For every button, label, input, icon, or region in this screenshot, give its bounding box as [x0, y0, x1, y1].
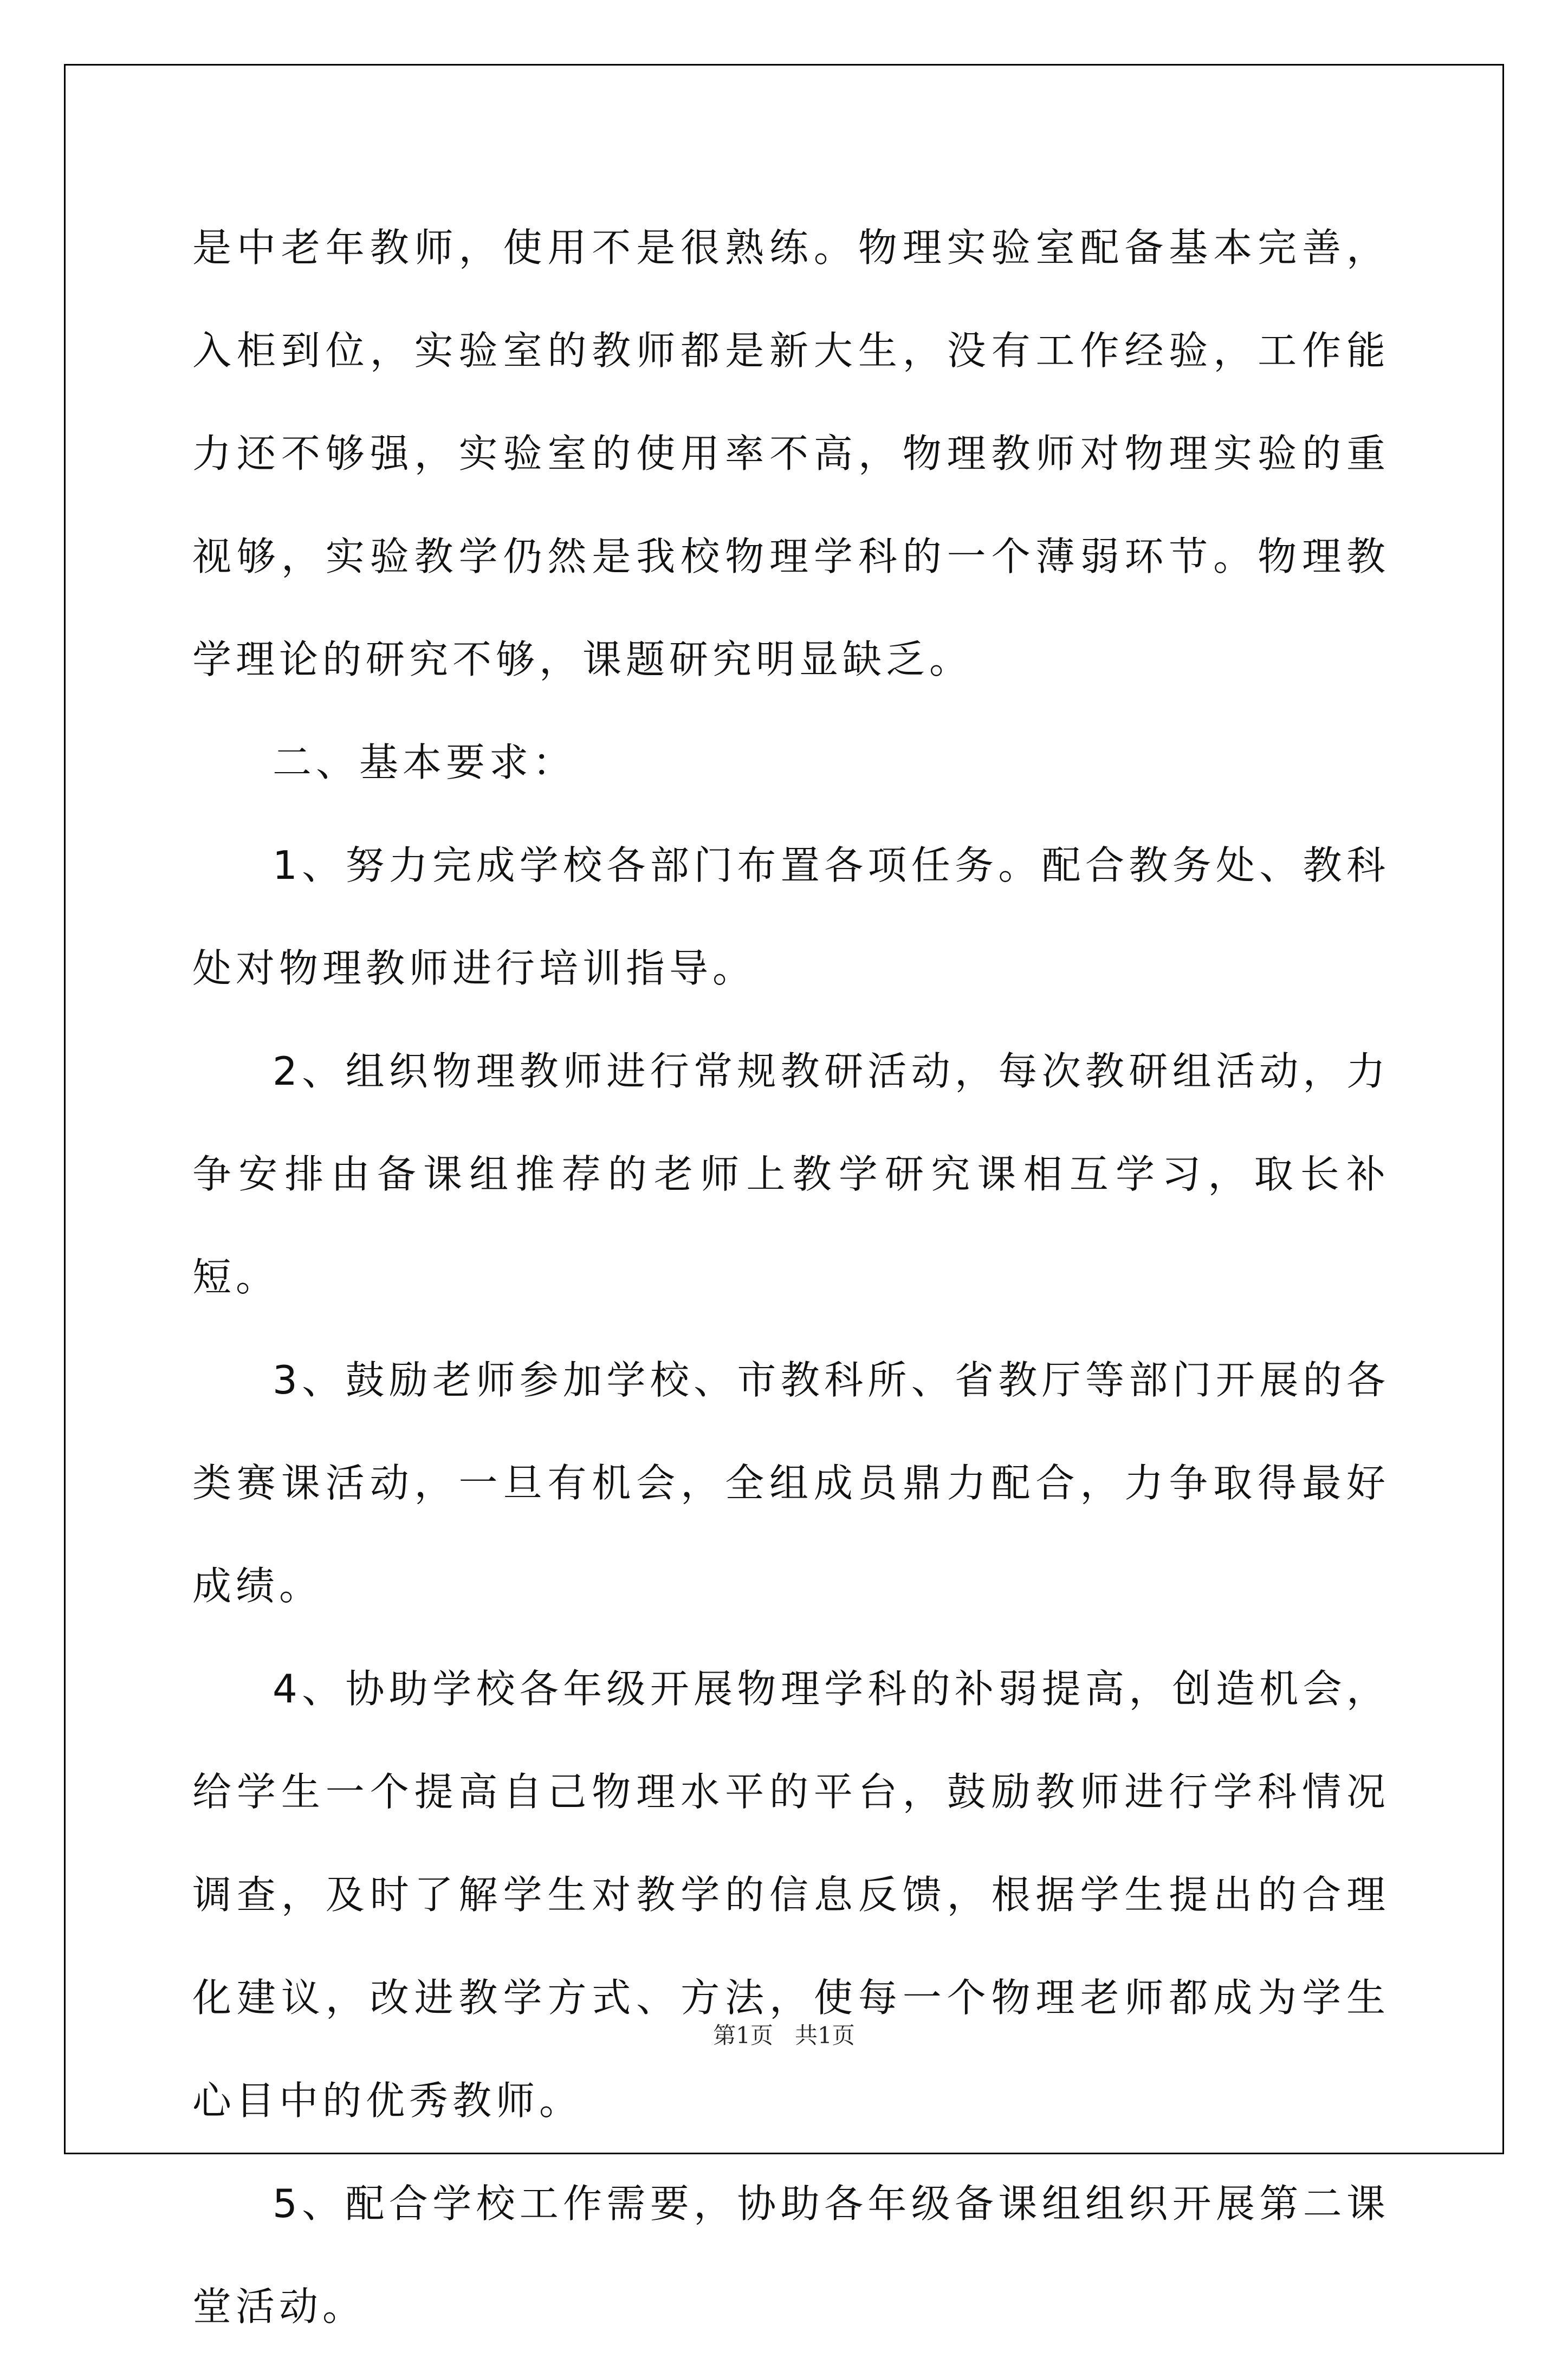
requirement-item-1: 1、努力完成学校各部门布置各项任务。配合教务处、教科处对物理教师进行培训指导。 — [192, 843, 1390, 991]
requirement-item-4: 4、协助学校各年级开展物理学科的补弱提高，创造机会，给学生一个提高自己物理水平的平台，鼓励教师进行学科情况调查，及时了解学生对教学的信息反馈，根据学生提出的合理化建议，改进教学方式、方法，使每一个物理老师都成为学生心目中的优秀教师。 — [192, 1666, 1390, 2123]
section-heading-basic-requirements: 二、基本要求： — [273, 740, 576, 785]
requirement-item-5: 5、配合学校工作需要，协助各年级备课组组织开展第二课堂活动。 — [192, 2181, 1390, 2329]
paragraph-intro-continued: 是中老年教师，使用不是很熟练。物理实验室配备基本完善，入柜到位，实验室的教师都是新大生，没有工作经验，工作能力还不够强，实验室的使用率不高，物理教师对物理实验的重视够，实验教学仍然是我校物理学科的一个薄弱环节。物理教学理论的研究不够，课题研究明显缺乏。 — [192, 225, 1390, 682]
page-number-footer: 第1页 共1页 — [713, 2022, 855, 2049]
requirement-item-3: 3、鼓励老师参加学校、市教科所、省教厅等部门开展的各类赛课活动，一旦有机会，全组成员鼎力配合，力争取得最好成绩。 — [192, 1357, 1390, 1609]
requirement-item-2: 2、组织物理教师进行常规教研活动，每次教研组活动，力争安排由备课组推荐的老师上教学研究课相互学习，取长补短。 — [192, 1048, 1390, 1300]
